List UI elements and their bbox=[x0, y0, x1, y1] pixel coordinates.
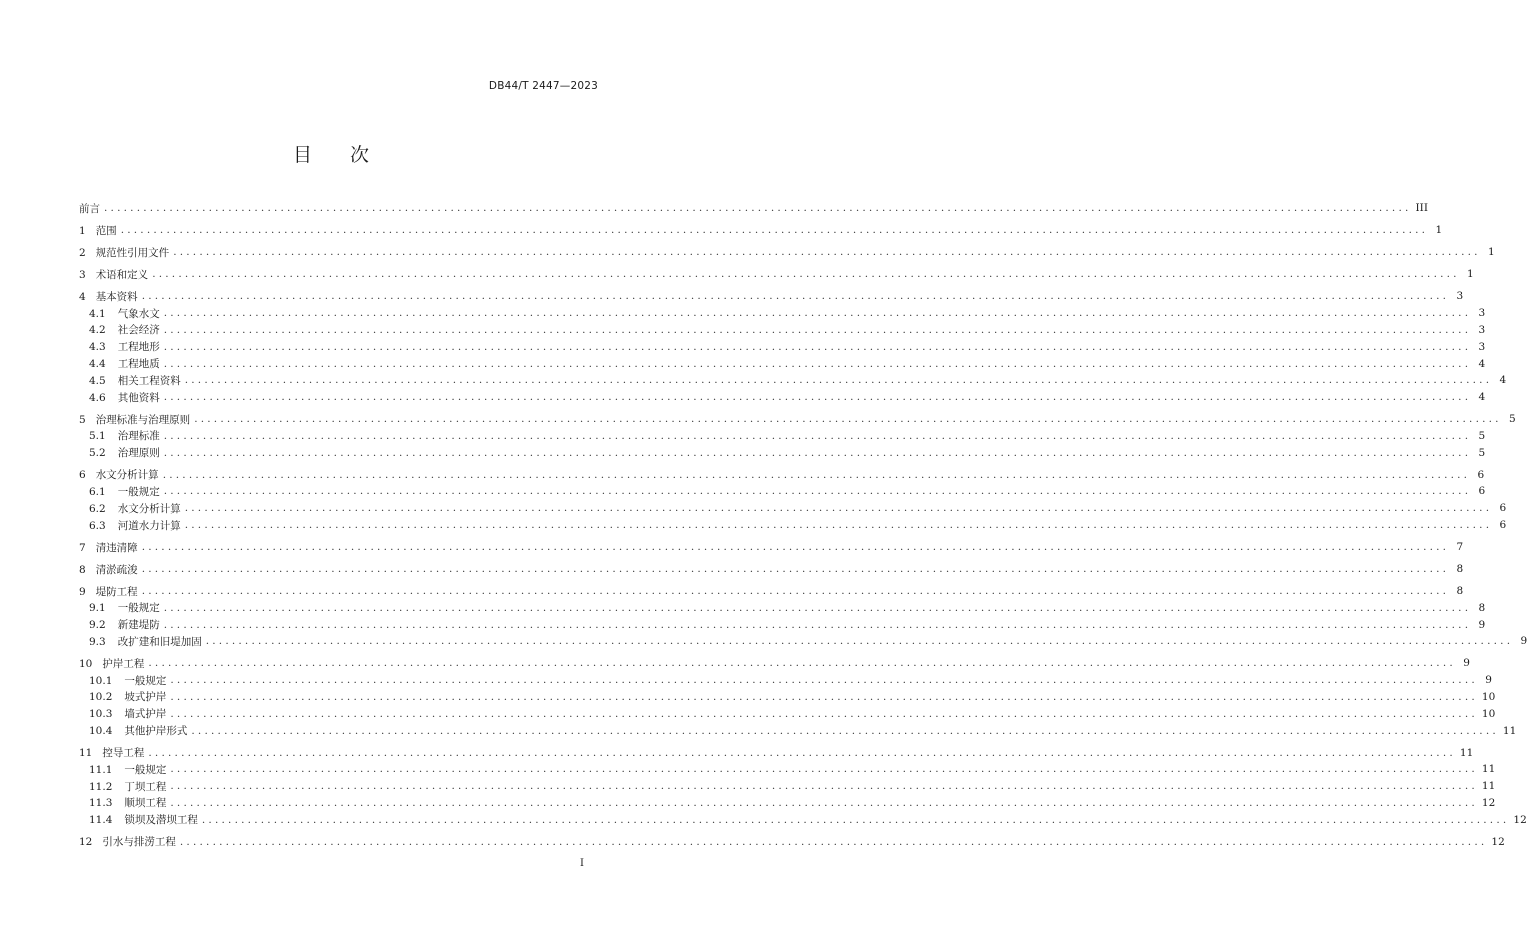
toc-entry-number: 9.1 bbox=[89, 602, 106, 615]
toc-entry-label bbox=[89, 484, 160, 499]
title-char-left: 目 bbox=[292, 144, 312, 166]
toc-entry-title: 规范性引用文件 bbox=[95, 246, 170, 259]
toc-entry-title: 工程地质 bbox=[117, 358, 160, 371]
toc-entry-label bbox=[89, 428, 160, 443]
toc-entry-number: 10 bbox=[79, 657, 93, 670]
toc-entry-label bbox=[79, 540, 138, 555]
toc-entry-title: 气象水文 bbox=[117, 307, 160, 320]
toc-leader-dots: ........................................................................................................................................................................................................ bbox=[170, 763, 1478, 776]
toc-entry-number: 4.5 bbox=[89, 374, 106, 387]
toc-leader-dots: ........................................................................................................................................................................................................ bbox=[170, 674, 1478, 687]
toc-entry-number: 2 bbox=[79, 246, 86, 259]
toc-entry[interactable] bbox=[79, 222, 1443, 239]
toc-subentry[interactable] bbox=[79, 795, 1496, 812]
toc-leader-dots: ........................................................................................................................................................................................................ bbox=[173, 246, 1481, 259]
toc-entry-number: 5.2 bbox=[89, 447, 106, 460]
toc-page-number: 3 bbox=[1478, 307, 1486, 320]
toc-leader-dots: ........................................................................................................................................................................................................ bbox=[194, 413, 1502, 426]
toc-page-number: 3 bbox=[1478, 340, 1486, 353]
toc-entry-label bbox=[79, 412, 190, 427]
toc-leader-dots: ........................................................................................................................................................................................................ bbox=[205, 635, 1514, 648]
toc-entry-number: 8 bbox=[79, 563, 86, 576]
toc-entry[interactable] bbox=[79, 539, 1464, 556]
toc-subentry[interactable] bbox=[79, 616, 1486, 633]
toc-subentry[interactable] bbox=[79, 761, 1496, 778]
toc-entry[interactable] bbox=[79, 833, 1505, 850]
toc-entry-number: 10.3 bbox=[89, 708, 113, 721]
toc-leader-dots: ........................................................................................................................................................................................................ bbox=[191, 724, 1499, 737]
toc-entry-title: 护岸工程 bbox=[102, 657, 145, 670]
toc-entry-number: 11.3 bbox=[89, 797, 113, 810]
toc-subentry[interactable] bbox=[79, 444, 1486, 461]
toc-entry-label bbox=[79, 267, 148, 282]
toc-page-number: 11 bbox=[1481, 763, 1496, 776]
toc-entry-title: 其他护岸形式 bbox=[124, 725, 188, 738]
toc-entry-number: 4.2 bbox=[89, 324, 106, 337]
toc-entry-title: 相关工程资料 bbox=[117, 374, 181, 387]
toc-entry[interactable] bbox=[79, 266, 1474, 283]
toc-subentry[interactable] bbox=[79, 305, 1486, 322]
toc-entry-label bbox=[89, 795, 166, 810]
toc-page-number: 10 bbox=[1481, 707, 1496, 720]
toc-leader-dots: ........................................................................................................................................................................................................ bbox=[179, 835, 1488, 848]
toc-leader-dots: ........................................................................................................................................................................................................ bbox=[163, 323, 1472, 336]
toc-leader-dots: ........................................................................................................................................................................................................ bbox=[141, 290, 1450, 303]
toc-entry-title: 清淤疏浚 bbox=[95, 563, 138, 576]
toc-entry-label bbox=[89, 306, 160, 321]
toc-leader-dots: ........................................................................................................................................................................................................ bbox=[141, 541, 1450, 554]
toc-entry-title: 治理标准 bbox=[117, 430, 160, 443]
toc-leader-dots: ........................................................................................................................................................................................................ bbox=[170, 796, 1478, 809]
toc-entry-number: 4.4 bbox=[89, 358, 106, 371]
toc-leader-dots: ........................................................................................................................................................................................................ bbox=[163, 601, 1472, 614]
toc-entry[interactable] bbox=[79, 744, 1474, 761]
toc-leader-dots: ........................................................................................................................................................................................................ bbox=[184, 374, 1493, 387]
toc-leader-dots: ........................................................................................................................................................................................................ bbox=[141, 563, 1450, 576]
toc-entry-number: 5 bbox=[79, 413, 86, 426]
toc-page-number: 8 bbox=[1478, 601, 1486, 614]
toc-leader-dots: ........................................................................................................................................................................................................ bbox=[141, 585, 1450, 598]
toc-entry-number: 10.2 bbox=[89, 691, 113, 704]
toc-entry-title: 丁坝工程 bbox=[124, 780, 167, 793]
toc-subentry[interactable] bbox=[79, 517, 1507, 534]
toc-subentry[interactable] bbox=[79, 389, 1486, 406]
toc-subentry[interactable] bbox=[79, 811, 1527, 828]
toc-leader-dots: ........................................................................................................................................................................................................ bbox=[163, 618, 1472, 631]
toc-entry-label bbox=[79, 245, 169, 260]
toc-entry-title: 一般规定 bbox=[124, 763, 167, 776]
footer-page-number: I bbox=[580, 858, 584, 869]
toc-entry[interactable] bbox=[79, 655, 1470, 672]
toc-page-number: 3 bbox=[1456, 290, 1464, 303]
toc-subentry[interactable] bbox=[79, 722, 1517, 739]
toc-leader-dots: ........................................................................................................................................................................................................ bbox=[163, 429, 1472, 442]
toc-entry-title: 锁坝及潜坝工程 bbox=[124, 814, 198, 827]
toc-subentry[interactable] bbox=[79, 338, 1486, 355]
toc-entry[interactable] bbox=[79, 466, 1485, 483]
toc-leader-dots: ........................................................................................................................................................................................................ bbox=[104, 202, 1412, 215]
toc-page-number: 11 bbox=[1459, 746, 1474, 759]
toc-entry-label bbox=[79, 584, 138, 599]
toc-entry-title: 一般规定 bbox=[117, 485, 160, 498]
toc-entry-title: 一般规定 bbox=[124, 674, 167, 687]
toc-page-number: 5 bbox=[1478, 429, 1486, 442]
toc-entry-number: 4.6 bbox=[89, 391, 106, 404]
toc-leader-dots: ........................................................................................................................................................................................................ bbox=[201, 813, 1510, 826]
toc-page-number: 4 bbox=[1478, 357, 1486, 370]
toc-leader-dots: ........................................................................................................................................................................................................ bbox=[148, 657, 1456, 670]
toc-page-number: 4 bbox=[1499, 374, 1507, 387]
toc-entry-number: 7 bbox=[79, 541, 86, 554]
toc-entry-label bbox=[79, 834, 176, 849]
toc-entry-number: 4.3 bbox=[89, 341, 106, 354]
toc-leader-dots: ........................................................................................................................................................................................................ bbox=[170, 690, 1478, 703]
toc-page-number: III bbox=[1415, 202, 1428, 215]
toc-entry-number: 1 bbox=[79, 224, 86, 237]
toc-entry-label bbox=[89, 634, 202, 649]
toc-leader-dots: ........................................................................................................................................................................................................ bbox=[163, 357, 1472, 370]
toc-entry-number: 6 bbox=[79, 469, 86, 482]
toc-entry-title: 控导工程 bbox=[102, 747, 145, 760]
toc-leader-dots: ........................................................................................................................................................................................................ bbox=[163, 340, 1472, 353]
toc-entry-title: 工程地形 bbox=[117, 341, 160, 354]
toc-page-number: 7 bbox=[1456, 541, 1464, 554]
toc-entry-number: 11.1 bbox=[89, 763, 113, 776]
toc-leader-dots: ........................................................................................................................................................................................................ bbox=[184, 519, 1493, 532]
toc-page-number: 6 bbox=[1499, 519, 1507, 532]
toc-page-number: 12 bbox=[1491, 835, 1505, 848]
toc-entry-title: 新建堤防 bbox=[117, 619, 160, 632]
toc-leader-dots: ........................................................................................................................................................................................................ bbox=[170, 780, 1478, 793]
table-of-contents bbox=[79, 200, 1527, 850]
toc-entry-number: 12 bbox=[79, 836, 93, 849]
toc-entry-number: 6.2 bbox=[89, 502, 106, 515]
toc-entry-title: 清违清障 bbox=[95, 541, 138, 554]
toc-page-number: 5 bbox=[1509, 413, 1516, 426]
toc-subentry[interactable] bbox=[79, 633, 1527, 650]
toc-page-number: 11 bbox=[1481, 780, 1496, 793]
toc-entry-label bbox=[89, 812, 198, 827]
toc-subentry[interactable] bbox=[79, 778, 1496, 795]
toc-page-number: 9 bbox=[1478, 618, 1486, 631]
toc-page-number: 3 bbox=[1478, 323, 1486, 336]
toc-page-number: 6 bbox=[1478, 485, 1486, 498]
toc-entry-number: 10.4 bbox=[89, 725, 113, 738]
toc-entry-label bbox=[89, 723, 187, 738]
toc-entry[interactable] bbox=[79, 561, 1464, 578]
toc-entry-title: 引水与排涝工程 bbox=[102, 836, 176, 849]
toc-leader-dots: ........................................................................................................................................................................................................ bbox=[152, 268, 1460, 281]
toc-leader-dots: ........................................................................................................................................................................................................ bbox=[163, 391, 1472, 404]
toc-page-number: 9 bbox=[1463, 657, 1470, 670]
toc-entry-number: 5.1 bbox=[89, 430, 106, 443]
toc-entry-label bbox=[89, 689, 166, 704]
toc-entry-title: 治理原则 bbox=[117, 447, 160, 460]
toc-entry-title: 基本资料 bbox=[95, 290, 138, 303]
toc-entry-label bbox=[89, 322, 160, 337]
toc-entry-title: 顺坝工程 bbox=[124, 797, 167, 810]
toc-entry-number: 11.4 bbox=[89, 814, 113, 827]
toc-entry-title: 墙式护岸 bbox=[124, 708, 167, 721]
toc-entry-title: 社会经济 bbox=[117, 324, 160, 337]
toc-entry-title: 坡式护岸 bbox=[124, 691, 167, 704]
toc-page-number: 12 bbox=[1513, 813, 1527, 826]
document-code: DB44/T 2447—2023 bbox=[488, 80, 598, 92]
toc-entry-label bbox=[89, 373, 181, 388]
toc-entry-label bbox=[79, 223, 117, 238]
toc-entry-label bbox=[79, 656, 144, 671]
toc-entry-label bbox=[79, 467, 159, 482]
toc-entry-number: 6.1 bbox=[89, 485, 106, 498]
toc-subentry[interactable] bbox=[79, 500, 1507, 517]
toc-entry-number: 11.2 bbox=[89, 780, 113, 793]
toc-entry-label bbox=[79, 289, 138, 304]
toc-entry-label bbox=[89, 762, 166, 777]
toc-page-number: 10 bbox=[1481, 690, 1496, 703]
toc-page-number: 6 bbox=[1499, 502, 1507, 515]
toc-entry-title: 堤防工程 bbox=[95, 585, 138, 598]
toc-entry-title: 水文分析计算 bbox=[117, 502, 181, 515]
toc-entry-title: 范围 bbox=[95, 224, 117, 237]
toc-entry-number: 10.1 bbox=[89, 674, 113, 687]
toc-entry-title: 改扩建和旧堤加固 bbox=[117, 635, 202, 648]
toc-subentry[interactable] bbox=[79, 705, 1496, 722]
toc-subentry[interactable] bbox=[79, 483, 1486, 500]
toc-page-number: 1 bbox=[1435, 224, 1443, 237]
toc-entry-title: 水文分析计算 bbox=[95, 469, 159, 482]
toc-page-number: 12 bbox=[1481, 796, 1496, 809]
toc-entry-title: 前言 bbox=[79, 202, 100, 215]
toc-page-number: 8 bbox=[1456, 563, 1464, 576]
toc-leader-dots: ........................................................................................................................................................................................................ bbox=[184, 502, 1493, 515]
toc-page-number: 6 bbox=[1477, 468, 1485, 481]
toc-entry[interactable] bbox=[79, 244, 1495, 261]
toc-page-number: 1 bbox=[1467, 268, 1474, 281]
toc-page-number: 4 bbox=[1478, 391, 1486, 404]
toc-entry-number: 9.3 bbox=[89, 635, 106, 648]
toc-entry-number: 4.1 bbox=[89, 307, 106, 320]
toc-subentry[interactable] bbox=[79, 689, 1496, 706]
toc-entry-label bbox=[89, 706, 166, 721]
toc-entry-number: 9 bbox=[79, 585, 86, 598]
toc-subentry[interactable] bbox=[79, 322, 1486, 339]
toc-entry[interactable] bbox=[79, 200, 1428, 217]
toc-entry-title: 治理标准与治理原则 bbox=[95, 413, 191, 426]
toc-entry-label bbox=[89, 501, 181, 516]
toc-entry[interactable] bbox=[79, 288, 1464, 305]
toc-subentry[interactable] bbox=[79, 672, 1492, 689]
toc-entry-number: 11 bbox=[79, 747, 93, 760]
toc-subentry[interactable] bbox=[79, 599, 1486, 616]
title-char-right: 次 bbox=[350, 144, 370, 166]
toc-leader-dots: ........................................................................................................................................................................................................ bbox=[148, 746, 1456, 759]
toc-leader-dots: ........................................................................................................................................................................................................ bbox=[120, 224, 1429, 237]
toc-entry-title: 一般规定 bbox=[117, 602, 160, 615]
toc-entry-label bbox=[89, 356, 160, 371]
toc-page-number: 8 bbox=[1456, 585, 1464, 598]
toc-page-number: 9 bbox=[1485, 674, 1492, 687]
toc-entry[interactable] bbox=[79, 583, 1464, 600]
toc-leader-dots: ........................................................................................................................................................................................................ bbox=[162, 468, 1471, 481]
toc-entry-label bbox=[89, 600, 160, 615]
toc-entry-label bbox=[79, 201, 100, 216]
toc-leader-dots: ........................................................................................................................................................................................................ bbox=[163, 446, 1472, 459]
toc-entry-label bbox=[89, 390, 160, 405]
page-title bbox=[0, 140, 662, 167]
toc-page-number: 1 bbox=[1488, 246, 1495, 259]
toc-entry[interactable] bbox=[79, 411, 1516, 428]
toc-entry-label bbox=[89, 518, 181, 533]
toc-entry-label bbox=[89, 617, 160, 632]
toc-entry-title: 术语和定义 bbox=[95, 268, 149, 281]
toc-entry-number: 4 bbox=[79, 290, 86, 303]
toc-entry-number: 3 bbox=[79, 268, 86, 281]
toc-entry-title: 其他资料 bbox=[117, 391, 160, 404]
toc-subentry[interactable] bbox=[79, 355, 1486, 372]
toc-leader-dots: ........................................................................................................................................................................................................ bbox=[163, 485, 1472, 498]
toc-subentry[interactable] bbox=[79, 372, 1507, 389]
toc-entry-label bbox=[89, 339, 160, 354]
toc-entry-label bbox=[79, 745, 144, 760]
toc-entry-label bbox=[89, 445, 160, 460]
toc-entry-title: 河道水力计算 bbox=[117, 519, 181, 532]
toc-entry-label bbox=[79, 562, 138, 577]
toc-page-number: 11 bbox=[1502, 724, 1517, 737]
toc-page-number: 9 bbox=[1520, 635, 1527, 648]
toc-page-number: 5 bbox=[1478, 446, 1486, 459]
toc-leader-dots: ........................................................................................................................................................................................................ bbox=[170, 707, 1478, 720]
toc-entry-label bbox=[89, 779, 166, 794]
toc-entry-number: 9.2 bbox=[89, 619, 106, 632]
toc-subentry[interactable] bbox=[79, 428, 1486, 445]
toc-leader-dots: ........................................................................................................................................................................................................ bbox=[163, 307, 1472, 320]
toc-entry-label bbox=[89, 673, 166, 688]
toc-entry-number: 6.3 bbox=[89, 519, 106, 532]
